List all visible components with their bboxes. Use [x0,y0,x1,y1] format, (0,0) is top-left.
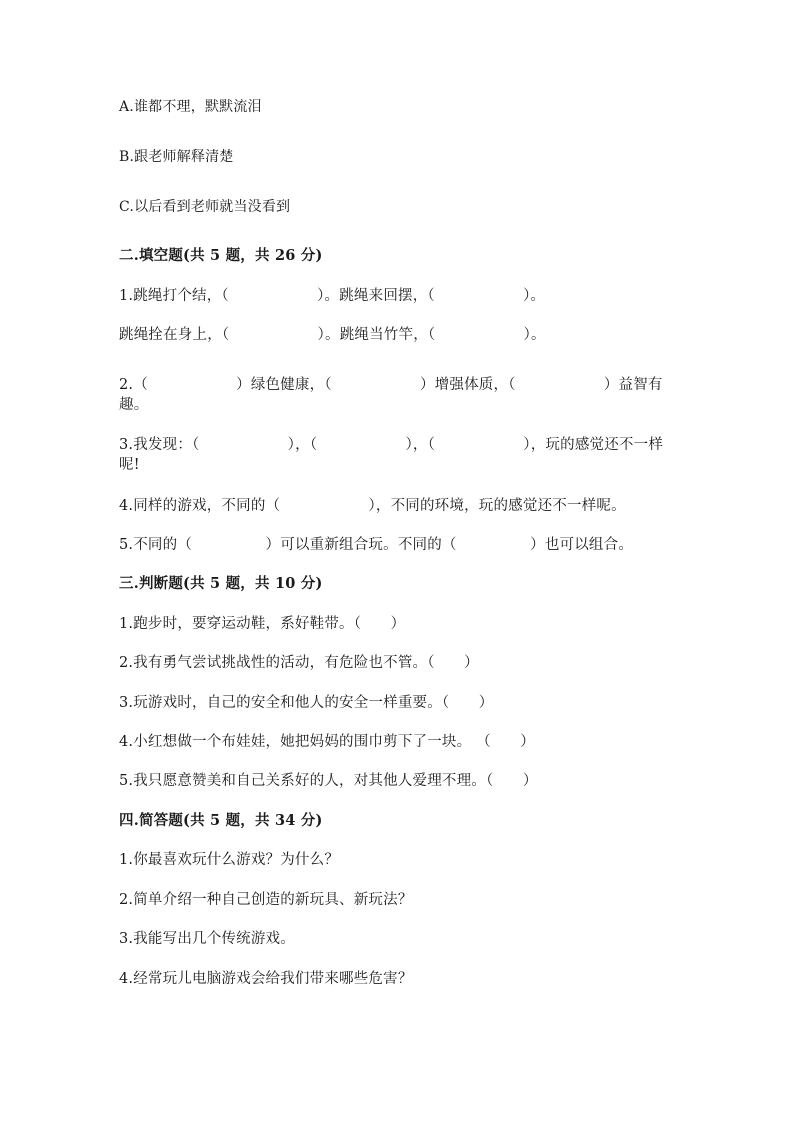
option-b: B.跟老师解释清楚 [119,149,234,165]
fill-question-2: 2.（ ）绿色健康，（ ）增强体质，（ ）益智有趣。 [119,377,663,413]
short-question-1: 1.你最喜欢玩什么游戏？为什么？ [119,852,340,868]
fill-question-5: 5.不同的（ ）可以重新组合玩。不同的（ ）也可以组合。 [119,537,634,553]
short-question-4: 4.经常玩儿电脑游戏会给我们带来哪些危害？ [119,971,413,987]
short-question-2: 2.简单介绍一种自己创造的新玩具、新玩法？ [119,892,413,908]
option-a: A.谁都不理，默默流泪 [119,99,262,115]
option-c: C.以后看到老师就当没看到 [119,199,291,215]
fill-question-1-line-1: 1.跳绳打个结，（ ）。跳绳来回摆，（ ）。 [119,288,546,304]
fill-question-1-line-2: 跳绳拴在身上，（ ）。跳绳当竹竿，（ ）。 [119,327,546,343]
judge-question-5: 5.我只愿意赞美和自己关系好的人，对其他人爱理不理。（ ） [119,773,538,789]
section-4-heading: 四.简答题(共 5 题，共 34 分) [119,812,323,829]
section-2-heading: 二.填空题(共 5 题，共 26 分) [119,247,323,264]
short-question-3: 3.我能写出几个传统游戏。 [119,931,295,947]
judge-question-3: 3.玩游戏时，自己的安全和他人的安全一样重要。（ ） [119,695,494,711]
section-3-heading: 三.判断题(共 5 题，共 10 分) [119,575,323,592]
judge-question-1: 1.跑步时，要穿运动鞋，系好鞋带。（ ） [119,616,406,632]
judge-question-4: 4.小红想做一个布娃娃，她把妈妈的围巾剪下了一块。 （ ） [119,734,535,750]
fill-question-3: 3.我发现：（ ），（ ），（ ），玩的感觉还不一样呢! [119,437,664,473]
fill-question-4: 4.同样的游戏，不同的（ ），不同的环境，玩的感觉还不一样呢。 [119,498,626,514]
judge-question-2: 2.我有勇气尝试挑战性的活动，有危险也不管。（ ） [119,655,479,671]
